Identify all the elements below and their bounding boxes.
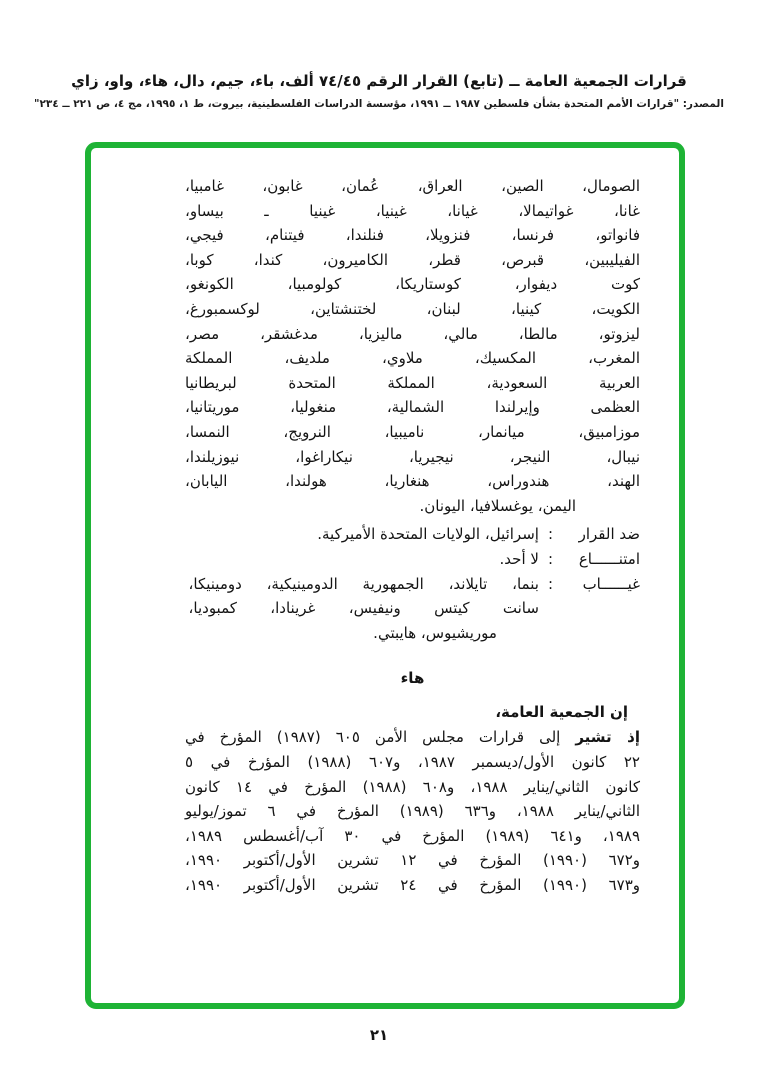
country-list-line: العربية السعودية، المملكة المتحدة لبريطانيا bbox=[185, 373, 640, 392]
country-list-line: ليزوتو، مالطا، مالي، ماليزيا، مدغشقر، مصر، bbox=[185, 324, 640, 343]
absent-row bbox=[185, 572, 640, 646]
source-citation: المصدر: "قرارات الأمم المتحدة بشأن فلسطين ١٩٨٧ ــ ١٩٩١، مؤسسة الدراسات الفلسطينية، بيروت، ط ١، ١٩٩٥، مج ٤، ص ٢٢١ ــ ٢٣٤" bbox=[34, 98, 724, 110]
against-label: ضد القرار bbox=[578, 525, 640, 544]
absent-countries bbox=[185, 572, 539, 646]
country-list-line: موزامبيق، ميانمار، ناميبيا، النرويج، النمسا، bbox=[185, 422, 640, 441]
paragraph-line: ١٩٨٩، و٦٤١ (١٩٨٩) المؤرخ في ٣٠ آب/أغسطس ١٩٨٩، bbox=[185, 826, 641, 845]
country-list-line: اليمن، يوغسلافيا، اليونان. bbox=[419, 496, 576, 515]
country-list-line: الصومال، الصين، العراق، عُمان، غابون، غامبيا، bbox=[185, 177, 640, 195]
country-list-line: نيبال، النيجر، نيجيريا، نيكاراغوا، نيوزيلندا، bbox=[185, 447, 640, 466]
country-list-line: الكويت، كينيا، لبنان، لختنشتاين، لوكسمبورغ، bbox=[185, 299, 640, 318]
page-header bbox=[0, 72, 758, 110]
abstain-row bbox=[185, 547, 640, 572]
in-favor-country-list bbox=[185, 174, 640, 518]
country-list-line: العظمى وإيرلندا الشمالية، منغوليا، موريتانيا، bbox=[185, 398, 640, 417]
resolution-text-content bbox=[91, 148, 679, 898]
paragraph-lead: إذ تشير bbox=[575, 728, 640, 747]
abstain-countries: لا أحد. bbox=[499, 549, 539, 568]
colon-separator: : bbox=[547, 549, 553, 568]
absent-countries-line: بنما، تايلاند، الجمهورية الدومينيكية، دومينيكا، bbox=[188, 574, 539, 593]
absent-countries-line: موريشيوس، هايبتي. bbox=[373, 623, 497, 642]
paragraph-line: و٦٧٢ (١٩٩٠) المؤرخ في ١٢ تشرين الأول/أكتوبر ١٩٩٠، bbox=[185, 851, 640, 870]
page-number: ٢١ bbox=[369, 1026, 389, 1044]
country-list-line: الفيليبين، قبرص، قطر، الكاميرون، كندا، كوبا، bbox=[185, 250, 640, 269]
country-list-line: كوت ديفوار، كوستاريكا، كولومبيا، الكونغو، bbox=[185, 275, 640, 294]
paragraph-line bbox=[185, 725, 640, 750]
paragraph-lead-rest: إلى قرارات مجلس الأمن ٦٠٥ (١٩٨٧) المؤرخ في bbox=[185, 728, 576, 747]
colon-separator: : bbox=[547, 574, 553, 593]
absent-countries-line: سانت كيتس ونيفيس، غرينادا، كمبوديا، bbox=[188, 599, 539, 618]
absent-label: غيــــــاب bbox=[582, 574, 640, 593]
section-heading-ha: هاء bbox=[400, 669, 425, 688]
paragraph-line: ٢٢ كانون الأول/ديسمبر ١٩٨٧، و٦٠٧ (١٩٨٨) المؤرخ في ٥ bbox=[185, 753, 640, 772]
abstain-label: امتنــــــاع bbox=[578, 549, 640, 568]
assembly-opening-line: إن الجمعية العامة، bbox=[495, 702, 628, 721]
recalling-paragraph bbox=[185, 725, 640, 897]
colon-separator: : bbox=[547, 525, 553, 544]
country-list-line: الهند، هندوراس، هنغاريا، هولندا، اليابان، bbox=[185, 472, 640, 491]
against-countries: إسرائيل، الولايات المتحدة الأميركية. bbox=[317, 525, 539, 544]
country-list-line: غانا، غواتيمالا، غيانا، غينيا، غينيا ـ بيساو، bbox=[185, 201, 640, 220]
page-title: قرارات الجمعية العامة ــ (تابع) القرار الرقم ٧٤/٤٥ ألف، باء، جيم، دال، هاء، واو، زاي bbox=[71, 72, 687, 90]
country-list-line: فانواتو، فرنسا، فنزويلا، فنلندا، فيتنام، فيجي، bbox=[185, 226, 640, 245]
paragraph-line: كانون الثاني/يناير ١٩٨٨، و٦٠٨ (١٩٨٨) المؤرخ في ١٤ كانون bbox=[185, 777, 641, 796]
resolution-text-box bbox=[85, 142, 685, 1009]
against-row bbox=[185, 522, 640, 547]
country-list-line: المغرب، المكسيك، ملاوي، ملديف، المملكة bbox=[185, 349, 640, 368]
paragraph-line: الثاني/يناير ١٩٨٨، و٦٣٦ (١٩٨٩) المؤرخ في ٦ تموز/يوليو bbox=[185, 802, 641, 821]
vote-result-rows bbox=[185, 522, 640, 645]
paragraph-line: و٦٧٣ (١٩٩٠) المؤرخ في ٢٤ تشرين الأول/أكتوبر ١٩٩٠، bbox=[185, 876, 640, 895]
